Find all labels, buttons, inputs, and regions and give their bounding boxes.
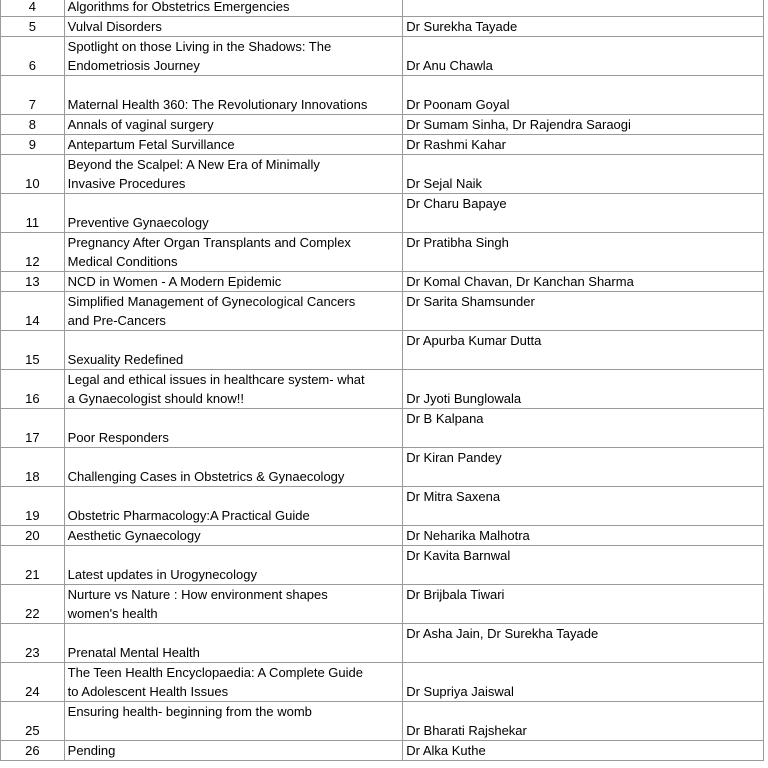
author-cell[interactable]: Dr Supriya Jaiswal [403, 663, 764, 702]
table-row [1, 448, 764, 487]
author-cell[interactable]: Dr Bharati Rajshekar [403, 702, 764, 741]
row-number-cell[interactable]: 11 [1, 194, 65, 233]
table-row [1, 194, 764, 233]
row-number-cell[interactable]: 19 [1, 487, 65, 526]
author-cell[interactable]: Dr Asha Jain, Dr Surekha Tayade [403, 624, 764, 663]
author-cell[interactable]: Dr Sumam Sinha, Dr Rajendra Saraogi [403, 115, 764, 135]
book-title-cell[interactable]: Preventive Gynaecology [64, 194, 403, 233]
book-title-cell[interactable]: Prenatal Mental Health [64, 624, 403, 663]
table-row [1, 0, 764, 17]
table-row [1, 741, 764, 761]
book-title-cell[interactable]: Vulval Disorders [64, 17, 403, 37]
author-cell[interactable]: Dr Pratibha Singh [403, 233, 764, 272]
row-number-cell[interactable]: 20 [1, 526, 65, 546]
row-number-cell[interactable]: 5 [1, 17, 65, 37]
row-number-cell[interactable]: 7 [1, 76, 65, 115]
book-title-cell[interactable]: Pending [64, 741, 403, 761]
row-number-cell[interactable]: 24 [1, 663, 65, 702]
table-row [1, 155, 764, 194]
author-cell[interactable]: Dr Jyoti Bunglowala [403, 370, 764, 409]
book-title-cell[interactable]: Nurture vs Nature : How environment shapes women's health [64, 585, 403, 624]
author-cell[interactable]: Dr Kiran Pandey [403, 448, 764, 487]
author-cell[interactable]: Dr Charu Bapaye [403, 194, 764, 233]
row-number-cell[interactable]: 21 [1, 546, 65, 585]
author-cell[interactable]: Dr Anu Chawla [403, 37, 764, 76]
author-cell[interactable] [403, 0, 764, 17]
row-number-cell[interactable]: 16 [1, 370, 65, 409]
book-title-cell[interactable]: Ensuring health- beginning from the womb [64, 702, 403, 741]
table-row [1, 702, 764, 741]
table-row [1, 409, 764, 448]
row-number-cell[interactable]: 15 [1, 331, 65, 370]
row-number-cell[interactable]: 12 [1, 233, 65, 272]
book-title-cell[interactable]: The Teen Health Encyclopaedia: A Complete Guide to Adolescent Health Issues [64, 663, 403, 702]
table-row [1, 663, 764, 702]
table-row [1, 370, 764, 409]
table-row [1, 233, 764, 272]
table-row [1, 624, 764, 663]
book-title-cell[interactable]: Poor Responders [64, 409, 403, 448]
table-row [1, 331, 764, 370]
author-cell[interactable]: Dr Komal Chavan, Dr Kanchan Sharma [403, 272, 764, 292]
book-title-cell[interactable]: Challenging Cases in Obstetrics & Gynaecology [64, 448, 403, 487]
table-row [1, 292, 764, 331]
author-cell[interactable]: Dr Rashmi Kahar [403, 135, 764, 155]
row-number-cell[interactable]: 18 [1, 448, 65, 487]
row-number-cell[interactable]: 14 [1, 292, 65, 331]
book-title-cell[interactable]: Latest updates in Urogynecology [64, 546, 403, 585]
book-title-cell[interactable]: Spotlight on those Living in the Shadows: The Endometriosis Journey [64, 37, 403, 76]
author-cell[interactable]: Dr Mitra Saxena [403, 487, 764, 526]
table-row [1, 526, 764, 546]
row-number-cell[interactable]: 8 [1, 115, 65, 135]
table-row [1, 76, 764, 115]
table-row [1, 115, 764, 135]
row-number-cell[interactable]: 25 [1, 702, 65, 741]
row-number-cell[interactable]: 26 [1, 741, 65, 761]
book-title-cell[interactable]: Antepartum Fetal Survillance [64, 135, 403, 155]
row-number-cell[interactable]: 9 [1, 135, 65, 155]
book-title-cell[interactable]: Annals of vaginal surgery [64, 115, 403, 135]
table-row [1, 37, 764, 76]
table-row [1, 17, 764, 37]
row-number-cell[interactable]: 23 [1, 624, 65, 663]
book-title-cell[interactable]: Maternal Health 360: The Revolutionary Innovations [64, 76, 403, 115]
table-row [1, 272, 764, 292]
row-number-cell[interactable]: 13 [1, 272, 65, 292]
author-cell[interactable]: Dr Apurba Kumar Dutta [403, 331, 764, 370]
author-cell[interactable]: Dr Sarita Shamsunder [403, 292, 764, 331]
book-title-cell[interactable]: Legal and ethical issues in healthcare system- what a Gynaecologist should know!! [64, 370, 403, 409]
book-title-cell[interactable]: Pregnancy After Organ Transplants and Complex Medical Conditions [64, 233, 403, 272]
table-row [1, 546, 764, 585]
author-cell[interactable]: Dr Neharika Malhotra [403, 526, 764, 546]
author-cell[interactable]: Dr Brijbala Tiwari [403, 585, 764, 624]
book-title-cell[interactable]: NCD in Women - A Modern Epidemic [64, 272, 403, 292]
book-title-cell[interactable]: Sexuality Redefined [64, 331, 403, 370]
row-number-cell[interactable]: 6 [1, 37, 65, 76]
row-number-cell[interactable]: 10 [1, 155, 65, 194]
author-cell[interactable]: Dr B Kalpana [403, 409, 764, 448]
table-body [1, 0, 764, 761]
table-row [1, 487, 764, 526]
author-cell[interactable]: Dr Sejal Naik [403, 155, 764, 194]
table-row [1, 585, 764, 624]
book-title-cell[interactable]: Beyond the Scalpel: A New Era of Minimally Invasive Procedures [64, 155, 403, 194]
author-cell[interactable]: Dr Kavita Barnwal [403, 546, 764, 585]
author-cell[interactable]: Dr Alka Kuthe [403, 741, 764, 761]
table-row [1, 135, 764, 155]
row-number-cell[interactable]: 22 [1, 585, 65, 624]
book-title-cell[interactable]: Obstetric Pharmacology:A Practical Guide [64, 487, 403, 526]
author-cell[interactable]: Dr Poonam Goyal [403, 76, 764, 115]
book-title-cell[interactable]: Simplified Management of Gynecological Cancers and Pre-Cancers [64, 292, 403, 331]
row-number-cell[interactable]: 17 [1, 409, 65, 448]
row-number-cell[interactable]: 4 [1, 0, 65, 17]
book-title-cell[interactable]: Aesthetic Gynaecology [64, 526, 403, 546]
author-cell[interactable]: Dr Surekha Tayade [403, 17, 764, 37]
book-title-cell[interactable]: Algorithms for Obstetrics Emergencies [64, 0, 403, 17]
